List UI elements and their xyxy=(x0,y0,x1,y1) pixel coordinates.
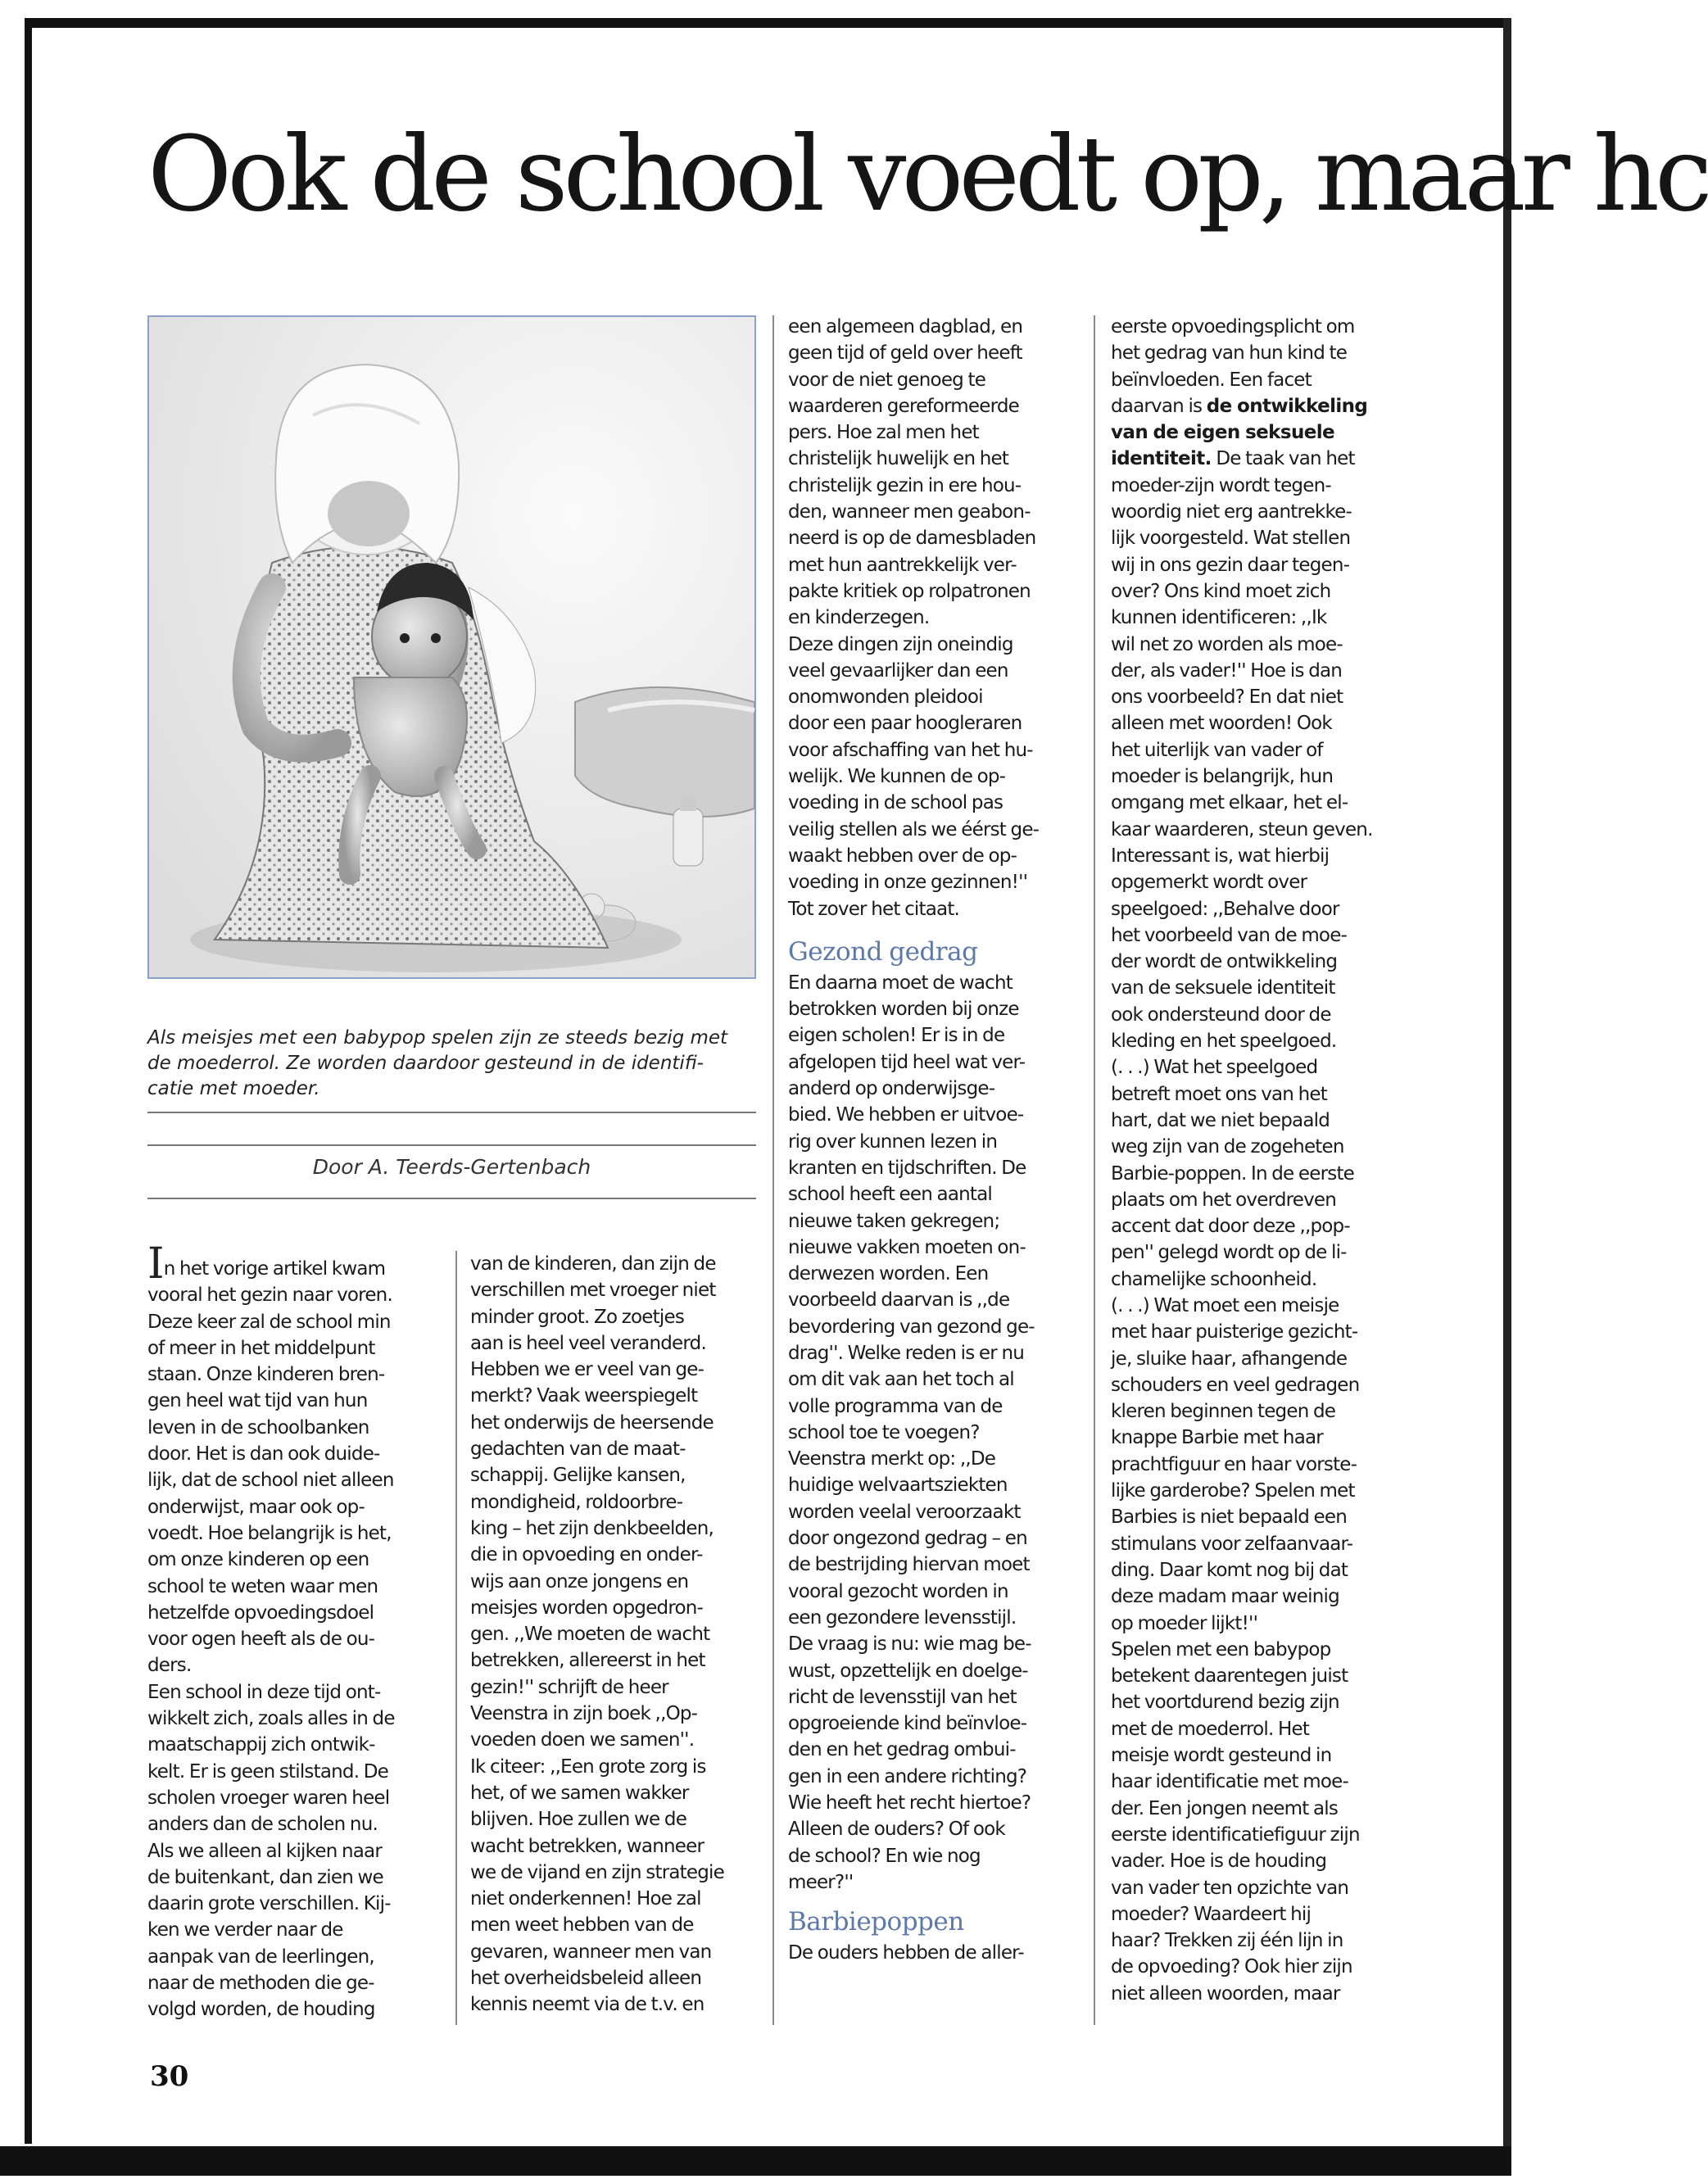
section-heading-barbiepoppen: Barbiepoppen xyxy=(788,1907,964,1937)
body-line: lijk, dat de school niet alleen xyxy=(147,1470,394,1492)
body-line: met haar puisterige gezicht- xyxy=(1111,1321,1358,1343)
body-line: veilig stellen als we éérst ge- xyxy=(788,818,1040,840)
body-line: met de moederrol. Het xyxy=(1111,1718,1310,1740)
body-line: Deze dingen zijn oneindig xyxy=(788,633,1013,655)
body-line: eigen scholen! Er is in de xyxy=(788,1025,1005,1047)
body-line: of meer in het middelpunt xyxy=(147,1337,375,1359)
body-line: wijs aan onze jongens en xyxy=(470,1570,689,1592)
body-line: het overheidsbeleid alleen xyxy=(470,1968,702,1990)
column-divider xyxy=(455,1251,457,2025)
body-line: king – het zijn denkbeelden, xyxy=(470,1517,714,1539)
body-line: het, of we samen wakker xyxy=(470,1782,689,1804)
article-photo xyxy=(147,315,756,979)
column-divider xyxy=(772,315,774,2025)
body-line: voeden doen we samen''. xyxy=(470,1729,695,1751)
caption-line: de moederrol. Ze worden daardoor gesteund in de identifi- xyxy=(147,1053,704,1074)
body-line: opgemerkt wordt over xyxy=(1111,872,1307,894)
body-line: eerste opvoedingsplicht om xyxy=(1111,316,1355,337)
text-column-2 xyxy=(470,1251,765,2018)
body-line: ding. Daar komt nog bij dat xyxy=(1111,1559,1348,1581)
body-line: Spelen met een babypop xyxy=(1111,1638,1331,1660)
body-line: pen'' gelegd wordt op de li- xyxy=(1111,1242,1347,1264)
body-line: schappij. Gelijke kansen, xyxy=(470,1465,686,1487)
body-line: geen tijd of geld over heeft xyxy=(788,342,1022,365)
body-line: gen. ,,We moeten de wacht xyxy=(470,1624,710,1646)
body-line: der. Een jongen neemt als xyxy=(1111,1797,1339,1819)
body-line: je, sluike haar, afhangende xyxy=(1111,1348,1348,1370)
body-line: wust, opzettelijk en doelge- xyxy=(788,1660,1028,1682)
body-line: De vraag is nu: wie mag be- xyxy=(788,1633,1031,1656)
body-line: moeder? Waardeert hij xyxy=(1111,1903,1312,1925)
body-line: aanpak van de leerlingen, xyxy=(147,1946,374,1968)
body-line: kunnen identificeren: ,,Ik xyxy=(1111,607,1327,629)
body-line: die in opvoeding en onder- xyxy=(470,1544,703,1566)
body-line: de school? En wie nog xyxy=(788,1845,981,1867)
body-line: ders. xyxy=(147,1655,192,1677)
bold-emphasis: identiteit. xyxy=(1111,448,1212,470)
body-line: niet onderkennen! Hoe zal xyxy=(470,1888,701,1910)
body-line: onderwijst, maar ook op- xyxy=(147,1496,365,1518)
body-line: christelijk huwelijk en het xyxy=(788,448,1009,470)
body-line: blijven. Hoe zullen we de xyxy=(470,1809,687,1831)
body-line: opgroeiende kind beïnvloe- xyxy=(788,1713,1027,1735)
body-line: door een paar hoogleraren xyxy=(788,713,1022,735)
body-line: nieuwe vakken moeten on- xyxy=(788,1236,1026,1258)
body-line: deze madam maar weinig xyxy=(1111,1586,1339,1608)
byline-divider-bottom xyxy=(147,1198,756,1199)
body-line: het onderwijs de heersende xyxy=(470,1411,714,1434)
body-line: de opvoeding? Ook hier zijn xyxy=(1111,1956,1352,1978)
body-line: Barbie-poppen. In de eerste xyxy=(1111,1162,1355,1185)
body-line: pakte kritiek op rolpatronen xyxy=(788,580,1031,602)
body-line: derwezen worden. Een xyxy=(788,1263,989,1285)
body-line: niet alleen woorden, maar xyxy=(1111,1982,1340,2005)
body-line: huidige welvaartsziekten xyxy=(788,1475,1008,1497)
body-line: weg zijn van de zogeheten xyxy=(1111,1136,1344,1158)
body-line: stimulans voor zelfaanvaar- xyxy=(1111,1533,1353,1555)
body-line: haar? Trekken zij één lijn in xyxy=(1111,1930,1343,1952)
body-line: kaar waarderen, steun geven. xyxy=(1111,818,1373,840)
body-line: volgd worden, de houding xyxy=(147,1999,375,2021)
body-line: speelgoed: ,,Behalve door xyxy=(1111,898,1339,920)
body-line: meisje wordt gesteund in xyxy=(1111,1745,1332,1767)
body-line: wikkelt zich, zoals alles in de xyxy=(147,1708,395,1730)
column-divider xyxy=(1094,315,1095,2025)
body-line: school heeft een aantal xyxy=(788,1184,993,1206)
body-line: kelt. Er is geen stilstand. De xyxy=(147,1760,388,1783)
body-line: pers. Hoe zal men het xyxy=(788,422,979,444)
body-line: wacht betrekken, wanneer xyxy=(470,1835,704,1857)
body-line: welijk. We kunnen de op- xyxy=(788,766,1006,788)
body-line: Alleen de ouders? Of ook xyxy=(788,1819,1005,1841)
page-number: 30 xyxy=(150,2060,189,2093)
text-column-1 xyxy=(147,1239,442,2023)
body-line: om dit vak aan het toch al xyxy=(788,1369,1014,1391)
body-line: betekent daarentegen juist xyxy=(1111,1665,1348,1687)
body-line: van de seksuele identiteit xyxy=(1111,977,1335,999)
body-line: gen heel wat tijd van hun xyxy=(147,1390,368,1412)
body-line: een algemeen dagblad, en xyxy=(788,316,1023,337)
bold-emphasis: de ontwikkeling xyxy=(1206,395,1368,417)
body-line: woordig niet erg aantrekke- xyxy=(1111,501,1352,523)
body-line: wil net zo worden als moe- xyxy=(1111,633,1343,655)
body-line: voorbeeld daarvan is ,,de xyxy=(788,1289,1010,1311)
body-line: schouders en veel gedragen xyxy=(1111,1374,1360,1396)
body-line: voor afschaffing van het hu- xyxy=(788,739,1033,761)
body-line: en kinderzegen. xyxy=(788,607,930,629)
body-line: aan is heel veel veranderd. xyxy=(470,1332,706,1354)
body-line: om onze kinderen op een xyxy=(147,1549,369,1571)
body-line: der, als vader!'' Hoe is dan xyxy=(1111,659,1343,682)
body-line: Veenstra merkt op: ,,De xyxy=(788,1448,996,1470)
body-line: nieuwe taken gekregen; xyxy=(788,1210,1000,1232)
body-line: voeding in onze gezinnen!'' xyxy=(788,872,1028,894)
body-line: wij in ons gezin daar tegen- xyxy=(1111,554,1350,576)
body-line: ook ondersteund door de xyxy=(1111,1003,1331,1026)
body-line xyxy=(1111,419,1422,446)
body-line: daarin grote verschillen. Kij- xyxy=(147,1893,391,1915)
body-line: worden veelal veroorzaakt xyxy=(788,1501,1021,1523)
body-line: Een school in deze tijd ont- xyxy=(147,1681,381,1703)
body-line: van de kinderen, dan zijn de xyxy=(470,1253,716,1275)
text-column-3 xyxy=(788,314,1083,1967)
body-line: kennis neemt via de t.v. en xyxy=(470,1994,704,2016)
body-line: vooral het gezin naar voren. xyxy=(147,1284,392,1307)
body-line: op moeder lijkt!'' xyxy=(1111,1612,1258,1634)
caption-divider xyxy=(147,1112,756,1113)
body-line: over? Ons kind moet zich xyxy=(1111,580,1331,602)
body-line: school te weten waar men xyxy=(147,1575,378,1597)
body-line: haar identificatie met moe- xyxy=(1111,1771,1348,1793)
drop-cap: I xyxy=(147,1239,164,1289)
body-line: van vader ten opzichte van xyxy=(1111,1877,1349,1899)
body-line: den, wanneer men geabon- xyxy=(788,501,1031,523)
page-border-bottom xyxy=(0,2146,1511,2176)
body-line: scholen vroeger waren heel xyxy=(147,1787,390,1809)
body-line: En daarna moet de wacht xyxy=(788,972,1013,994)
body-line: merkt? Vaak weerspiegelt xyxy=(470,1385,698,1407)
body-line: hart, dat we niet bepaald xyxy=(1111,1109,1330,1131)
body-line: ons voorbeeld? En dat niet xyxy=(1111,686,1343,709)
body-line: eerste identificatiefiguur zijn xyxy=(1111,1823,1360,1846)
body-line: Tot zover het citaat. xyxy=(788,898,960,920)
body-line: meer?'' xyxy=(788,1871,854,1893)
body-line: naar de methoden die ge- xyxy=(147,1973,374,1995)
body-line: rig over kunnen lezen in xyxy=(788,1130,998,1153)
body-line: lijk voorgesteld. Wat stellen xyxy=(1111,528,1351,550)
body-line: (. . .) Wat het speelgoed xyxy=(1111,1057,1318,1079)
body-line: prachtfiguur en haar vorste- xyxy=(1111,1453,1357,1475)
body-line: betreft moet ons van het xyxy=(1111,1083,1327,1105)
body-line: Interessant is, wat hierbij xyxy=(1111,845,1330,867)
body-line: De ouders hebben de aller- xyxy=(788,1942,1024,1964)
body-line: het voorbeeld van de moe- xyxy=(1111,924,1348,946)
body-line: voor de niet genoeg te xyxy=(788,369,986,391)
caption-line: Als meisjes met een babypop spelen zijn ze steeds bezig met xyxy=(147,1027,728,1049)
body-line: kleding en het speelgoed. xyxy=(1111,1031,1337,1053)
body-line: omgang met elkaar, het el- xyxy=(1111,792,1348,814)
page-edge-right xyxy=(1503,18,1511,2148)
body-line: knappe Barbie met haar xyxy=(1111,1427,1323,1449)
body-line: voor ogen heeft als de ou- xyxy=(147,1629,375,1651)
body-line: (. . .) Wat moet een meisje xyxy=(1111,1294,1339,1316)
body-line: den en het gedrag ombui- xyxy=(788,1739,1016,1761)
body-line: gevaren, wanneer men van xyxy=(470,1941,712,1963)
photo-caption xyxy=(147,1026,756,1102)
body-line: door. Het is dan ook duide- xyxy=(147,1443,380,1466)
body-line: moeder-zijn wordt tegen- xyxy=(1111,474,1331,496)
body-line: vooral gezocht worden in xyxy=(788,1580,1008,1602)
body-line: bevordering van gezond ge- xyxy=(788,1316,1035,1338)
body-line: lijke garderobe? Spelen met xyxy=(1111,1480,1355,1502)
body-line: betrokken worden bij onze xyxy=(788,999,1019,1021)
body-line: plaats om het overdreven xyxy=(1111,1189,1337,1211)
text-column-4 xyxy=(1111,314,1422,2007)
body-line: anderd op onderwijsge- xyxy=(788,1078,995,1100)
body-line: veel gevaarlijker dan een xyxy=(788,659,1008,682)
body-line: drag''. Welke reden is er nu xyxy=(788,1342,1025,1364)
section-heading-gezond-gedrag: Gezond gedrag xyxy=(788,936,978,967)
body-line: hetzelfde opvoedingsdoel xyxy=(147,1601,374,1624)
body-line: voeding in de school pas xyxy=(788,792,1004,814)
body-line: betrekken, allereerst in het xyxy=(470,1650,705,1672)
body-line: alleen met woorden! Ook xyxy=(1111,713,1332,735)
body-line: staan. Onze kinderen bren- xyxy=(147,1364,385,1386)
body-line: identiteit. De taak van het xyxy=(1111,448,1355,470)
body-line: de bestrijding hiervan moet xyxy=(788,1554,1030,1576)
body-line: meisjes worden opgedron- xyxy=(470,1597,704,1619)
body-line: het uiterlijk van vader of xyxy=(1111,739,1323,761)
body-line: leven in de schoolbanken xyxy=(147,1416,369,1438)
article-title: Ook de school voedt op, maar hc xyxy=(147,114,1708,234)
body-line: vader. Hoe is de houding xyxy=(1111,1851,1327,1873)
body-line: ken we verder naar de xyxy=(147,1919,343,1941)
body-line: anders dan de scholen nu. xyxy=(147,1814,378,1836)
body-line: het voortdurend bezig zijn xyxy=(1111,1692,1339,1714)
page-border-left xyxy=(25,18,32,2144)
body-line: afgelopen tijd heel wat ver- xyxy=(788,1051,1026,1073)
body-line: bied. We hebben er uitvoe- xyxy=(788,1104,1024,1126)
body-line: moeder is belangrijk, hun xyxy=(1111,766,1334,788)
body-line: daarvan is de ontwikkeling xyxy=(1111,395,1368,417)
body-line: gedachten van de maat- xyxy=(470,1438,686,1461)
body-line: christelijk gezin in ere hou- xyxy=(788,474,1022,496)
body-line: mondigheid, roldoorbre- xyxy=(470,1491,683,1513)
body-line: het gedrag van hun kind te xyxy=(1111,342,1348,365)
body-line: men weet hebben van de xyxy=(470,1914,694,1937)
body-line: Wie heeft het recht hiertoe? xyxy=(788,1792,1031,1814)
girl-with-babydoll-photo xyxy=(149,317,754,977)
body-line: Als we alleen al kijken naar xyxy=(147,1840,383,1862)
body-line: waakt hebben over de op- xyxy=(788,845,1017,867)
body-line: waarderen gereformeerde xyxy=(788,395,1019,417)
bold-emphasis: van de eigen seksuele xyxy=(1111,422,1335,444)
body-line: school toe te voegen? xyxy=(788,1421,980,1443)
body-line: In het vorige artikel kwam xyxy=(147,1239,386,1289)
body-line: Veenstra in zijn boek ,,Op- xyxy=(470,1703,698,1725)
body-line: met hun aantrekkelijk ver- xyxy=(788,554,1017,576)
body-line: verschillen met vroeger niet xyxy=(470,1280,716,1302)
byline-divider-top xyxy=(147,1144,756,1146)
page-border-top xyxy=(25,18,1511,28)
body-line: de buitenkant, dan zien we xyxy=(147,1866,383,1888)
body-line: kleren beginnen tegen de xyxy=(1111,1401,1336,1423)
body-line: gezin!'' schrijft de heer xyxy=(470,1676,668,1698)
body-line: Deze keer zal de school min xyxy=(147,1311,391,1333)
body-line: neerd is op de damesbladen xyxy=(788,528,1036,550)
body-line: gen in een andere richting? xyxy=(788,1765,1027,1787)
body-line: we de vijand en zijn strategie xyxy=(470,1861,724,1883)
body-line: Hebben we er veel van ge- xyxy=(470,1359,704,1381)
body-line: chamelijke schoonheid. xyxy=(1111,1268,1317,1290)
body-line: richt de levensstijl van het xyxy=(788,1686,1017,1708)
body-line: kranten en tijdschriften. De xyxy=(788,1157,1026,1179)
body-line: een gezondere levensstijl. xyxy=(788,1606,1017,1629)
caption-line: catie met moeder. xyxy=(147,1078,320,1099)
body-line: onomwonden pleidooi xyxy=(788,686,983,709)
body-line: volle programma van de xyxy=(788,1395,1003,1417)
body-line: minder groot. Zo zoetjes xyxy=(470,1306,684,1328)
body-line: beïnvloeden. Een facet xyxy=(1111,369,1312,391)
body-line: voedt. Hoe belangrijk is het, xyxy=(147,1522,392,1544)
body-line: door ongezond gedrag – en xyxy=(788,1528,1027,1550)
body-line: der wordt de ontwikkeling xyxy=(1111,951,1338,973)
body-line: accent dat door deze ,,pop- xyxy=(1111,1216,1350,1238)
body-line: maatschappij zich ontwik- xyxy=(147,1734,375,1756)
byline: Door A. Teerds-Gertenbach xyxy=(312,1155,591,1179)
body-line: Barbies is niet bepaald een xyxy=(1111,1506,1348,1529)
body-line: Ik citeer: ,,Een grote zorg is xyxy=(470,1755,706,1778)
